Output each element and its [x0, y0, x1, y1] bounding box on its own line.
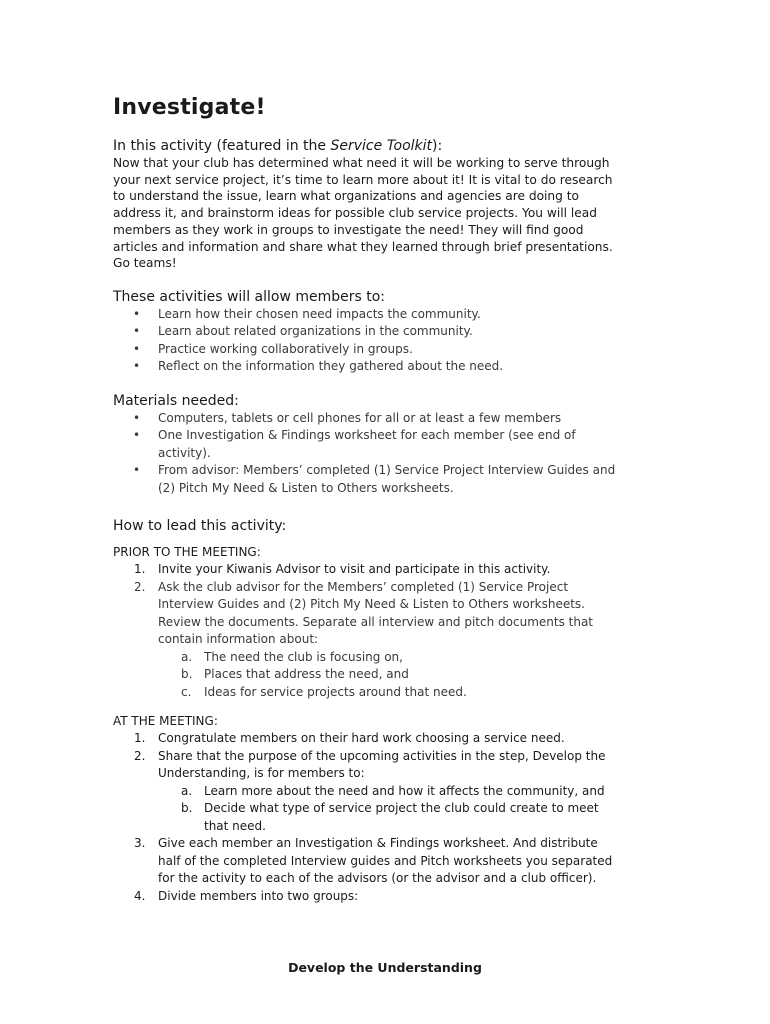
list-item: • From advisor: Members’ completed (1) Service Project Interview Guides and (2) Pitch My Need & Listen to Others worksheets. — [133, 463, 616, 495]
list-item: • Learn how their chosen need impacts the community. — [133, 306, 481, 321]
intro-heading-suffix: ): — [432, 138, 443, 154]
list-item: 4. Divide members into two groups: — [134, 888, 359, 903]
list-item: 1. Invite your Kiwanis Advisor to visit and participate in this activity. — [134, 562, 551, 577]
prior-steps — [113, 561, 618, 649]
list-item: 3. Give each member an Investigation & Findings worksheet. And distribute half of the completed Interview guides and Pitch worksheets you separated for the activity to each of the advisors (or the advisor and a club officer). — [134, 836, 613, 886]
intro-heading-prefix: In this activity (featured in the — [113, 138, 331, 154]
prior-label: PRIOR TO THE MEETING: — [113, 545, 261, 560]
lead-heading: How to lead this activity: — [113, 518, 287, 535]
list-item: 1. Congratulate members on their hard work choosing a service need. — [134, 731, 565, 746]
at-substeps — [113, 783, 618, 836]
list-item: a. The need the club is focusing on, — [181, 649, 403, 664]
list-item: • Reflect on the information they gathered about the need. — [133, 359, 504, 374]
materials-heading: Materials needed: — [113, 392, 239, 409]
list-item: b. Places that address the need, and — [181, 667, 409, 682]
list-item: • Computers, tablets or cell phones for all or at least a few members — [133, 410, 562, 425]
list-item: b. Decide what type of service project the club could create to meet that need. — [181, 801, 599, 833]
intro-heading-italic: Service Toolkit — [330, 138, 433, 154]
intro-paragraph: Now that your club has determined what need it will be working to serve through your next service project, it’s time to learn more about it! It is vital to do research to understand the issue, learn what organizations and agencies are doing to address it, and brainstorm ideas for possible club service projects. You will lead members as they work in groups to investigate the need! They will find good articles and information and share what they learned through brief presentations. Go teams! — [113, 156, 613, 271]
list-item: • One Investigation & Findings worksheet for each member (see end of activity). — [133, 428, 576, 460]
allow-heading: These activities will allow members to: — [113, 288, 386, 305]
list-item: 2. Ask the club advisor for the Members’ completed (1) Service Project Interview Guides and (2) Pitch My Need & Listen to Others worksheets. Review the documents. Separate all interview and pitch documents that contain information about: — [134, 579, 594, 647]
materials-list — [113, 410, 618, 498]
at-label: AT THE MEETING: — [113, 714, 218, 729]
prior-substeps — [113, 649, 618, 702]
list-item: a. Learn more about the need and how it affects the community, and — [181, 783, 605, 798]
intro-heading — [113, 137, 618, 155]
page-title: Investigate! — [113, 95, 266, 120]
list-item: c. Ideas for service projects around that need. — [181, 684, 467, 699]
list-item: • Learn about related organizations in the community. — [133, 324, 473, 339]
list-item: • Practice working collaboratively in groups. — [133, 341, 413, 356]
at-steps — [113, 730, 618, 783]
list-item: 2. Share that the purpose of the upcoming activities in the step, Develop the Understanding, is for members to: — [134, 748, 606, 781]
page-footer: Develop the Understanding — [288, 960, 482, 975]
document-page — [113, 93, 618, 905]
allow-list — [113, 306, 618, 376]
at-steps-continued — [113, 835, 618, 905]
